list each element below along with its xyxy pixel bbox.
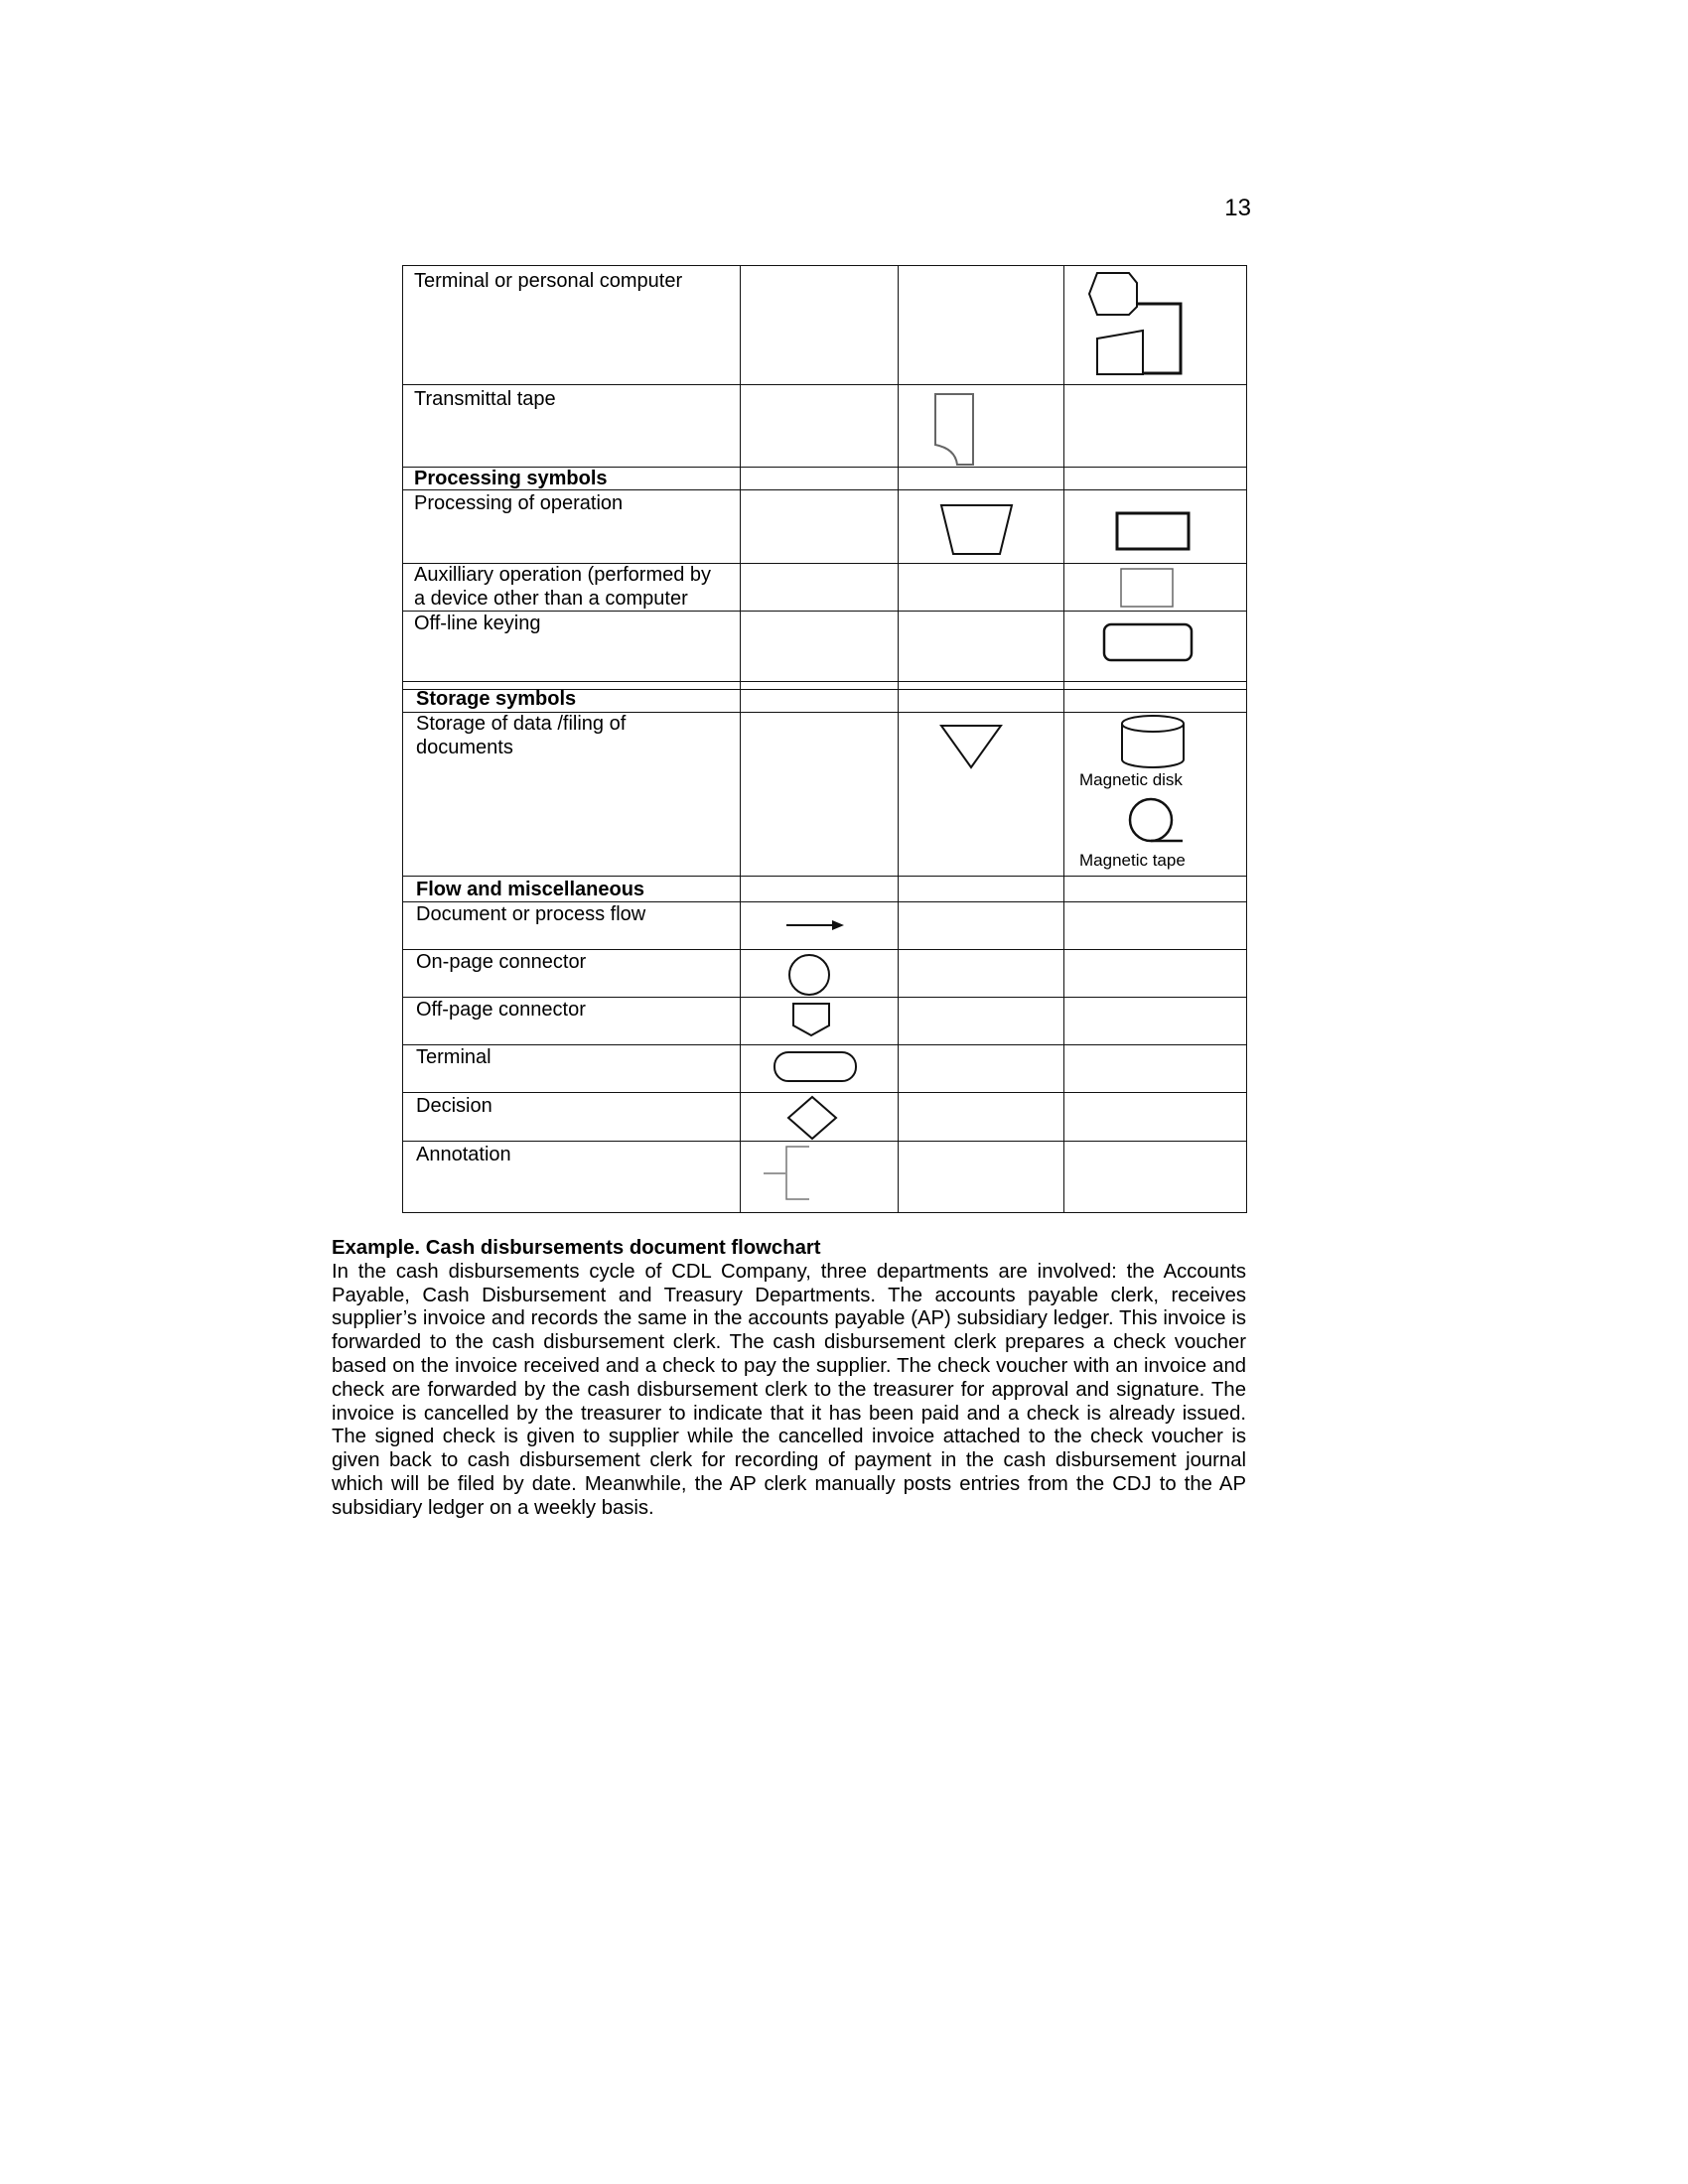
terminal-pc-icon <box>1087 269 1196 378</box>
row-label-transmittal-tape: Transmittal tape <box>414 388 556 410</box>
row-label-auxiliary-line2: a device other than a computer <box>414 588 688 610</box>
onpage-connector-icon <box>786 952 832 998</box>
magnetic-tape-label: Magnetic tape <box>1079 851 1186 870</box>
row-label-onpage-connector: On-page connector <box>416 951 587 973</box>
example-title: Example. Cash disbursements document flowchart <box>332 1237 821 1259</box>
processing-rectangle-icon <box>1114 510 1192 552</box>
column-divider-1 <box>740 265 741 1213</box>
row-label-storage-line1: Storage of data /filing of <box>416 713 627 735</box>
auxiliary-operation-icon <box>1118 566 1176 610</box>
column-divider-3 <box>1063 265 1064 1213</box>
row-divider <box>402 384 1247 385</box>
table-border-top <box>402 265 1247 266</box>
row-label-auxiliary-line1: Auxilliary operation (performed by <box>414 564 712 586</box>
terminal-icon <box>772 1049 859 1085</box>
row-label-offpage-connector: Off-page connector <box>416 999 586 1021</box>
page-number: 13 <box>1224 195 1251 221</box>
row-divider <box>402 876 1247 877</box>
example-section <box>332 1237 1246 1521</box>
row-divider <box>402 1092 1247 1093</box>
section-heading-flow: Flow and miscellaneous <box>416 879 645 900</box>
section-heading-storage: Storage symbols <box>416 688 577 710</box>
row-label-terminal-pc: Terminal or personal computer <box>414 270 683 292</box>
table-border-right <box>1246 265 1247 1213</box>
flowchart-symbols-table <box>402 265 1247 1213</box>
offpage-connector-icon <box>790 1001 832 1038</box>
table-border-bottom <box>402 1212 1247 1213</box>
magnetic-disk-label: Magnetic disk <box>1079 770 1183 789</box>
decision-diamond-icon <box>785 1094 839 1142</box>
row-label-decision: Decision <box>416 1095 492 1117</box>
section-heading-processing: Processing symbols <box>414 468 608 489</box>
transmittal-tape-icon <box>929 391 981 471</box>
row-divider <box>402 1044 1247 1045</box>
row-divider <box>402 681 1247 682</box>
row-label-annotation: Annotation <box>416 1144 511 1165</box>
column-divider-2 <box>898 265 899 1213</box>
flow-arrow-icon <box>784 915 846 935</box>
table-border-left <box>402 265 403 1213</box>
offline-keying-icon <box>1101 621 1195 663</box>
row-label-storage-line2: documents <box>416 737 513 758</box>
offline-storage-triangle-icon <box>938 722 1004 771</box>
magnetic-tape-icon <box>1123 796 1189 848</box>
row-label-terminal: Terminal <box>416 1046 492 1068</box>
manual-operation-icon <box>938 502 1016 558</box>
row-label-offline-keying: Off-line keying <box>414 613 541 634</box>
row-label-processing-operation: Processing of operation <box>414 492 624 514</box>
annotation-bracket-icon <box>762 1144 831 1203</box>
row-label-document-flow: Document or process flow <box>416 903 646 925</box>
example-body: In the cash disbursements cycle of CDL Company, three departments are involved: the Accounts Payable, Cash Disbursement and Treasury Departments. The accounts payable clerk, receives supplier’s invoice and records the same in the accounts payable (AP) subsidiary ledger. This invoice is forwarded to the cash disbursement clerk. The cash disbursement clerk prepares a check voucher based on the invoice received and a check to pay the supplier. The check voucher with an invoice and check are forwarded by the cash disbursement clerk to the treasurer for approval and signature. The invoice is cancelled by the treasurer to indicate that it has been paid and a check is already issued. The signed check is given to supplier while the cancelled invoice attached to the check voucher is given back to cash disbursement clerk for recording of payment in the cash disbursement journal which will be filed by date. Meanwhile, the AP clerk manually posts entries from the CDJ to the AP subsidiary ledger on a weekly basis. <box>332 1260 1246 1519</box>
magnetic-disk-icon <box>1117 714 1189 771</box>
